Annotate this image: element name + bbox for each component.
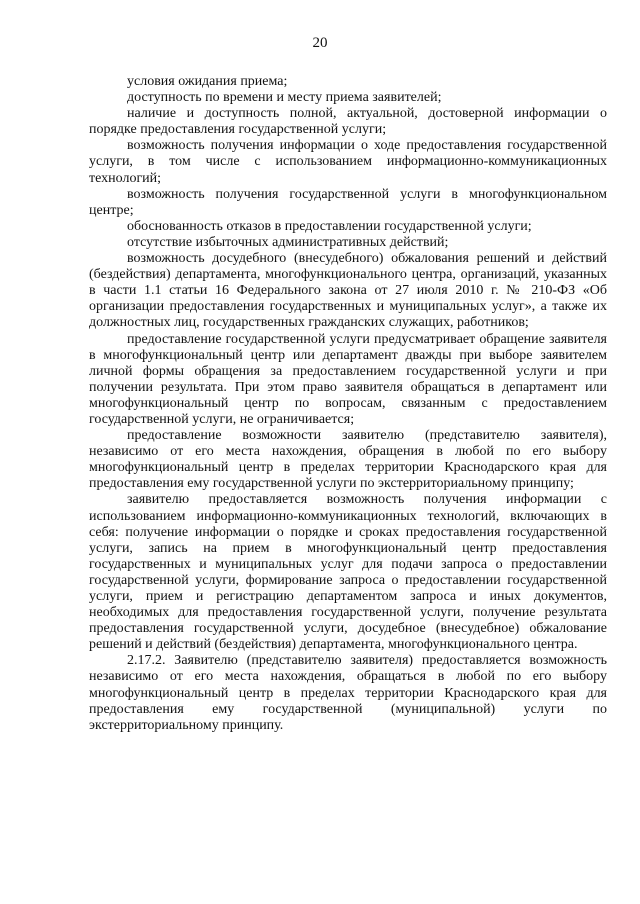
paragraph-extraterritorial-access: предоставление возможности заявителю (представителю заявителя), независимо от его места нахождения, обращения в любой по его выбору многофункциональный центр в пределах территории Краснодарского края для предоставления ему государственной услуги по экстерриториальному принципу; xyxy=(89,428,607,492)
page-number: 20 xyxy=(312,35,328,51)
paragraph-two-visits: предоставление государственной услуги предусматривает обращение заявителя в многофункциональный центр или департамент дважды при выборе заявителем личной формы обращения за предоставлением государственной услуги и при получении результата. При этом право заявителя обращаться в департамент или многофункциональный центр по вопросам, связанным с предоставлением государственной услуги, не ограничивается; xyxy=(89,331,607,427)
paragraph-availability-time-place: доступность по времени и месту приема заявителей; xyxy=(127,90,442,106)
paragraph-information-availability: наличие и доступность полной, актуальной, достоверной информации о порядке предоставления государственной услуги; xyxy=(89,106,607,138)
document-body xyxy=(89,74,607,734)
paragraph-no-excess-actions: отсутствие избыточных административных действий; xyxy=(127,234,449,250)
paragraph-progress-information: возможность получения информации о ходе предоставления государственной услуги, в том числе с использованием информационно-коммуникационных технологий; xyxy=(89,138,607,186)
paragraph-mfc-service: возможность получения государственной услуги в многофункциональном центре; xyxy=(89,186,607,218)
paragraph-waiting-conditions: условия ожидания приема; xyxy=(127,74,288,89)
paragraph-refusal-justification: обоснованность отказов в предоставлении государственной услуги; xyxy=(127,218,532,234)
paragraph-section-2-17-2: 2.17.2. Заявителю (представителю заявителя) предоставляется возможность независимо от его места нахождения, обращаться в любой по его выбору многофункциональный центр в пределах территории Краснодарского края для предоставления ему государственной (муниципальной) услуги по экстерриториальному принципу. xyxy=(89,653,607,733)
paragraph-ict-information: заявителю предоставляется возможность получения информации с использованием информационно-коммуникационных технологий, включающих в себя: получение информации о порядке и сроках предоставления государственной услуги, запись на прием в многофункциональный центр предоставления государственных и муниципальных услуг для подачи запроса о предоставлении государственной услуги, формирование запроса о предоставлении государственной услуги, прием и регистрацию департаментом запроса и иных документов, необходимых для предоставления государственной услуги, получение результата предоставления государственной услуги, досудебное (внесудебное) обжалование решений и действий (бездействия) департамента, многофункционального центра. xyxy=(89,492,607,653)
paragraph-appeal-possibility: возможность досудебного (внесудебного) обжалования решений и действий (бездействия) департамента, многофункционального центра, организаций, указанных в части 1.1 статьи 16 Федерального закона от 27 июля 2010 г. № 210-ФЗ «Об организации предоставления государственных и муниципальных услуг», а также их должностных лиц, государственных гражданских служащих, работников; xyxy=(89,251,607,331)
